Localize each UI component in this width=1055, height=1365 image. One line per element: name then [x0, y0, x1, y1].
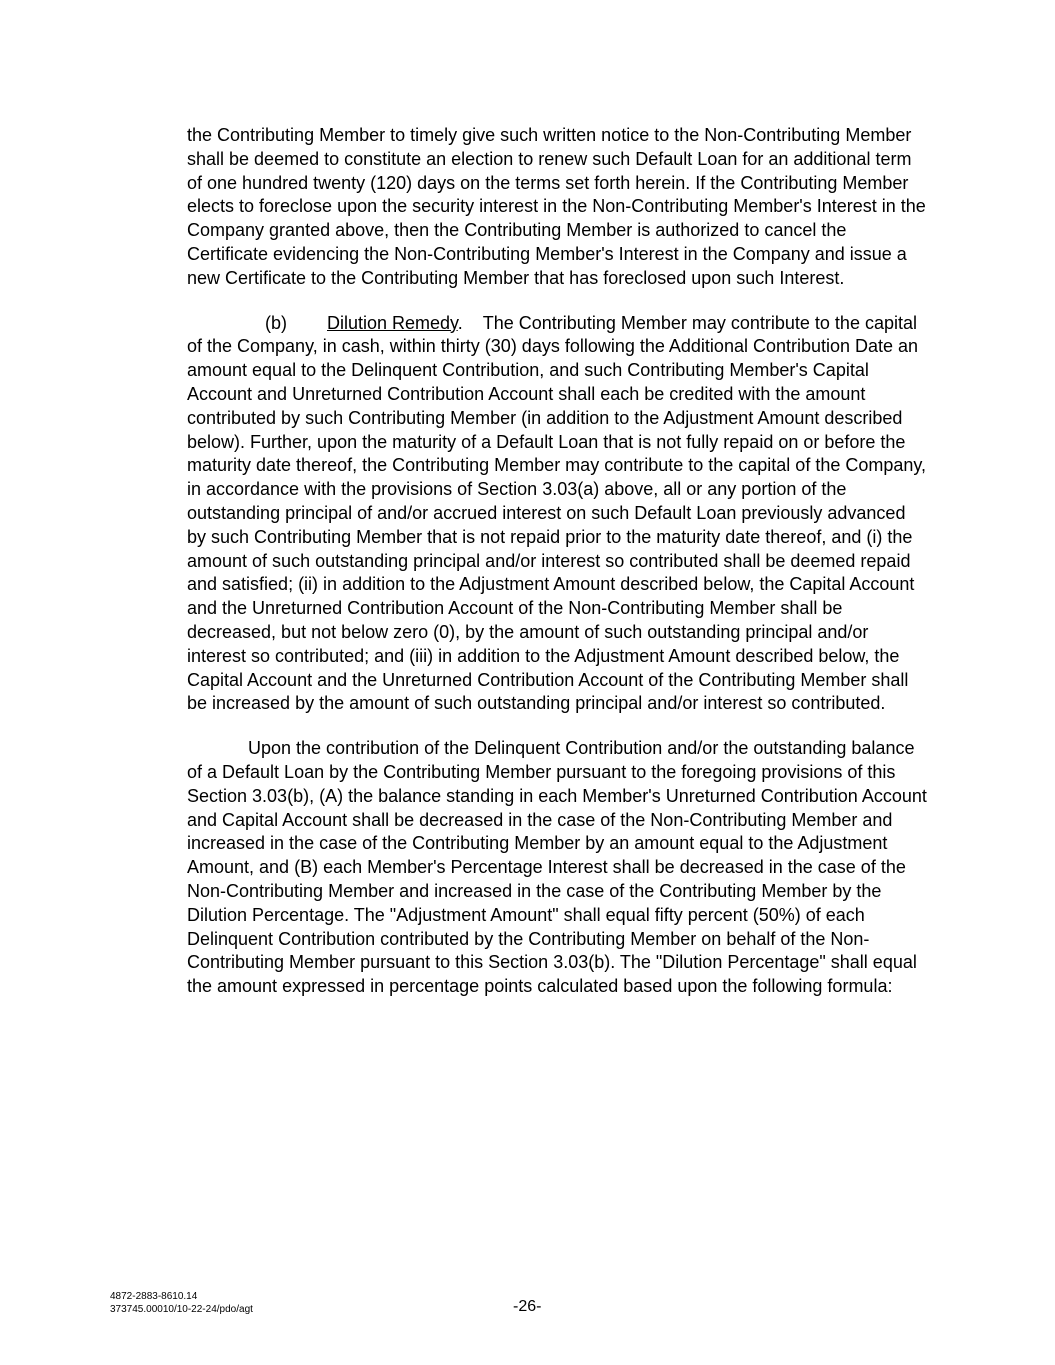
subsection-heading: Dilution Remedy — [327, 312, 458, 333]
footer-doc-id — [110, 1290, 253, 1316]
subsection-heading-period: . — [457, 312, 463, 333]
footer-doc-id-line2: 373745.00010/10-22-24/pdo/agt — [110, 1304, 253, 1315]
paragraph-adjustment-text: Upon the contribution of the Delinquent Contribution and/or the outstanding balance of a Default Loan by the Contributing Member pursuant to the foregoing provisions of this Section 3.03(b), (A) the balance standing in each Member's Unreturned Contribution Account and Capital Account shall be decreased in the case of the Non-Contributing Member and increased in the case of the Contributing Member by an amount equal to the Adjustment Amount, and (B) each Member's Percentage Interest shall be decreased in the case of the Non-Contributing Member and increased in the case of the Contributing Member by the Dilution Percentage. The "Adjustment Amount" shall equal fifty percent (50%) of each Delinquent Contribution contributed by the Contributing Member on behalf of the Non-Contributing Member pursuant to this Section 3.03(b). The "Dilution Percentage" shall equal the amount expressed in percentage points calculated based upon the following formula: — [187, 738, 927, 997]
footer-doc-id-line1: 4872-2883-8610.14 — [110, 1291, 198, 1302]
subsection-text: The Contributing Member may contribute to the capital of the Company, in cash, within thirty (30) days following the Additional Contribution Date an amount equal to the Delinquent Contribution, and such Contributing Member's Capital Account and Unreturned Contribution Account shall each be credited with the amount contributed by such Contributing Member (in addition to the Adjustment Amount described below). Further, upon the maturity of a Default Loan that is not fully repaid on or before the maturity date thereof, the Contributing Member may contribute to the capital of the Company, in accordance with the provisions of Section 3.03(a) above, all or any portion of the outstanding principal of and/or accrued interest on such Default Loan previously advanced by such Contributing Member that is not repaid prior to the maturity date thereof, and (i) the amount of such outstanding principal and/or interest so contributed shall be deemed repaid and satisfied; (ii) in addition to the Adjustment Amount described below, the Capital Account and the Unreturned Contribution Account of the Non-Contributing Member shall be decreased, but not below zero (0), by the amount of such outstanding principal and/or interest so contributed; and (iii) in addition to the Adjustment Amount described below, the Capital Account and the Unreturned Contribution Account of the Contributing Member shall be increased by the amount of such outstanding principal and/or interest so contributed. — [187, 312, 927, 714]
paragraph-continuation: the Contributing Member to timely give such written notice to the Non-Contributing Member shall be deemed to constitute an election to renew such Default Loan for an additional term of one hundred twenty (120) days on the terms set forth herein. If the Contributing Member elects to foreclose upon the security interest in the Non-Contributing Member's Interest in the Company granted above, then the Contributing Member is authorized to cancel the Certificate evidencing the Non-Contributing Member's Interest in the Company and issue a new Certificate to the Contributing Member that has foreclosed upon such Interest. — [187, 125, 926, 288]
document-body — [187, 124, 929, 999]
paragraph-dilution-remedy — [187, 312, 929, 717]
subsection-marker: (b) — [265, 312, 287, 333]
page-number: -26- — [513, 1298, 542, 1315]
paragraph-adjustment — [187, 737, 929, 999]
